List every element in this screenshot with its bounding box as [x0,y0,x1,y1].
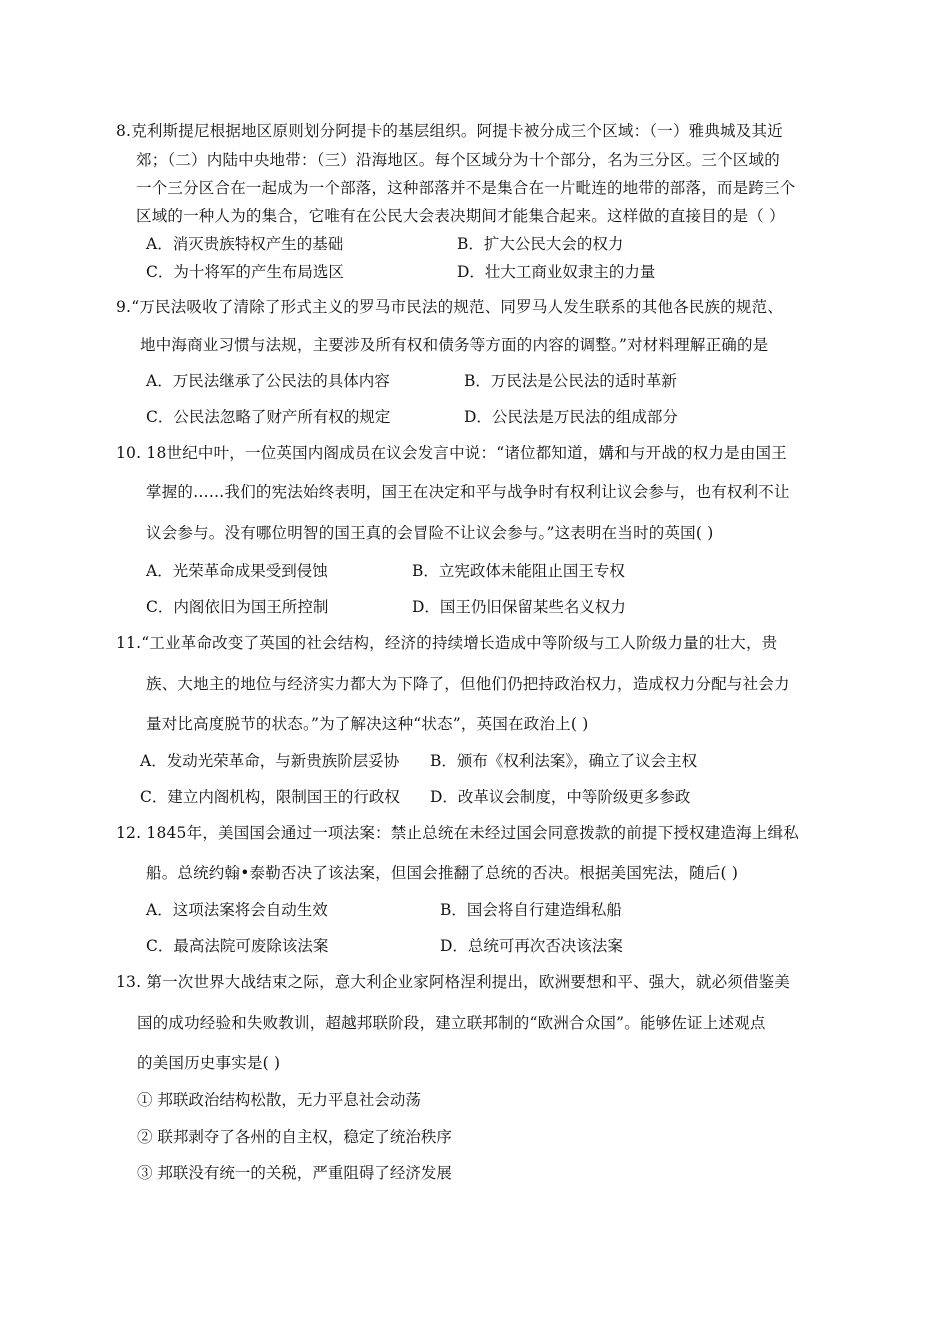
question-12-line-2: 船。总统约翰•泰勒否决了该法案，但国会推翻了总统的否决。根据美国宪法，随后( ) [146,864,739,882]
question-11-option-d[interactable]: D．改革议会制度，中等阶级更多参政 [430,788,691,806]
question-13-line-3: 的美国历史事实是( ) [137,1054,281,1072]
question-10-option-d[interactable]: D．国王仍旧保留某些名义权力 [412,598,626,616]
question-13-item-3: ③ 邦联没有统一的关税，严重阻碍了经济发展 [137,1164,452,1182]
question-10-option-c[interactable]: C．内阁依旧为国王所控制 [146,598,329,616]
question-10-option-b[interactable]: B．立宪政体未能阻止国王专权 [412,562,625,580]
question-11-line-1: 11.“工业革命改变了英国的社会结构，经济的持续增长造成中等阶级与工人阶级力量的壮大，贵 [116,634,778,652]
question-10-line-1: 10. 18世纪中叶，一位英国内阁成员在议会发言中说：“诸位都知道，媾和与开战的权力是由国王 [116,444,787,462]
question-11-option-b[interactable]: B．颁布《权利法案》，确立了议会主权 [430,752,698,770]
question-13-line-1: 13. 第一次世界大战结束之际，意大利企业家阿格涅利提出，欧洲要想和平、强大，就必须借鉴美 [116,973,791,991]
question-8-option-b[interactable]: B．扩大公民大会的权力 [457,235,624,253]
question-8-option-c[interactable]: C．为十将军的产生布局选区 [146,263,344,281]
question-9-option-a[interactable]: A．万民法继承了公民法的具体内容 [146,372,390,390]
question-12-option-a[interactable]: A．这项法案将会自动生效 [146,901,328,919]
question-10-line-3: 议会参与。没有哪位明智的国王真的会冒险不让议会参与。”这表明在当时的英国( ) [146,524,714,542]
question-8-option-d[interactable]: D．壮大工商业奴隶主的力量 [457,263,656,281]
question-12-option-b[interactable]: B．国会将自行建造缉私船 [440,901,622,919]
question-8-line-1: 8.克利斯提尼根据地区原则划分阿提卡的基层组织。阿提卡被分成三个区域：（一）雅典城及其近 [116,122,783,140]
question-12-option-c[interactable]: C．最高法院可废除该法案 [146,937,329,955]
question-9-option-c[interactable]: C．公民法忽略了财产所有权的规定 [146,408,391,426]
question-9-option-d[interactable]: D．公民法是万民法的组成部分 [464,408,678,426]
question-11-option-a[interactable]: A．发动光荣革命，与新贵族阶层妥协 [140,752,400,770]
question-12-line-1: 12. 1845年，美国国会通过一项法案：禁止总统在未经过国会同意拨款的前提下授权建造海上缉私 [116,824,799,842]
question-11-line-3: 量对比高度脱节的状态。”为了解决这种“状态”，英国在政治上( ) [146,715,589,733]
question-8-line-4: 区域的一种人为的集合，它唯有在公民大会表决期间才能集合起来。这样做的直接目的是（ ） [136,207,785,225]
question-13-line-2: 国的成功经验和失败教训，超越邦联阶段，建立联邦制的“欧洲合众国”。能够佐证上述观点 [137,1014,766,1032]
question-8-line-3: 一个三分区合在一起成为一个部落，这种部落并不是集合在一片毗连的地带的部落，而是跨三个 [136,179,796,197]
question-10-option-a[interactable]: A．光荣革命成果受到侵蚀 [146,562,328,580]
question-13-item-1: ① 邦联政治结构松散，无力平息社会动荡 [137,1091,421,1109]
question-8-line-2: 郊；（二）内陆中央地带：（三）沿海地区。每个区域分为十个部分，名为三分区。三个区域的 [136,151,780,169]
question-9-line-1: 9.“万民法吸收了清除了形式主义的罗马市民法的规范、同罗马人发生联系的其他各民族的规范、 [116,298,784,316]
question-11-line-2: 族、大地主的地位与经济实力都大为下降了，但他们仍把持政治权力，造成权力分配与社会力 [146,675,790,693]
question-9-line-2: 地中海商业习惯与法规，主要涉及所有权和债务等方面的内容的调整。”对材料理解正确的是 [140,336,769,354]
question-13-item-2: ② 联邦剥夺了各州的自主权，稳定了统治秩序 [137,1128,452,1146]
question-10-line-2: 掌握的……我们的宪法始终表明，国王在决定和平与战争时有权利让议会参与，也有权利不让 [146,483,790,501]
question-12-option-d[interactable]: D．总统可再次否决该法案 [440,937,623,955]
question-9-option-b[interactable]: B．万民法是公民法的适时革新 [464,372,677,390]
question-11-option-c[interactable]: C．建立内阁机构，限制国王的行政权 [140,788,400,806]
question-8-option-a[interactable]: A．消灭贵族特权产生的基础 [146,235,344,253]
